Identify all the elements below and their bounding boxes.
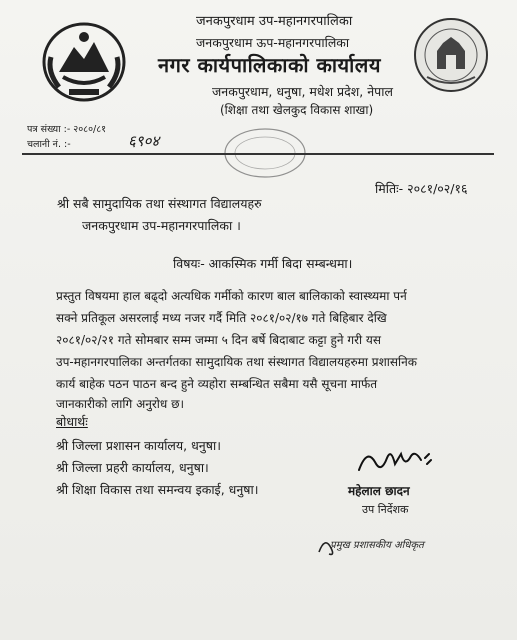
handwritten-signature: [355, 440, 435, 480]
nepal-emblem-logo: [39, 17, 129, 107]
body-line: उप-महानगरपालिका अन्तर्गतका सामुदायिक तथा संस्थागत विद्यालयहरुमा प्रशासनिक: [56, 355, 417, 369]
signatory-name: महेलाल छादन: [348, 484, 410, 498]
branch-name: (शिक्षा तथा खेलकुद विकास शाखा): [220, 103, 374, 117]
municipality-seal-logo: [413, 17, 489, 93]
cc-heading: बोधार्थः: [56, 414, 88, 429]
signatory-title: उप निर्देशक: [362, 503, 409, 516]
body-line: कार्य बाहेक पठन पाठन बन्द हुने व्यहोरा सम्बन्धित सबैमा यसै सूचना मार्फत: [56, 377, 378, 391]
letter-subject: विषयः- आकस्मिक गर्मी बिदा सम्बन्धमा।: [173, 256, 353, 271]
office-address: जनकपुरधाम, धनुषा, मधेश प्रदेश, नेपाल: [212, 84, 393, 99]
body-line: प्रस्तुत विषयमा हाल बढ्दो अत्यधिक गर्मीको कारण बाल बालिकाको स्वास्थ्यमा पर्न: [56, 289, 407, 303]
letter-date: मितिः- २०८१/०२/१६: [375, 181, 468, 196]
addressee-line-1: श्री सबै सामुदायिक तथा संस्थागत विद्यालयहरु: [57, 196, 262, 211]
municipality-name-alt: जनकपुरधाम ऊप-महानगरपालिका: [196, 35, 350, 50]
municipality-name: जनकपुरधाम उप-महानगरपालिका: [196, 14, 353, 29]
cc-recipient: श्री शिक्षा विकास तथा समन्वय इकाई, धनुषा।: [56, 482, 259, 497]
cc-recipient: श्री जिल्ला प्रशासन कार्यालय, धनुषा।: [56, 438, 221, 453]
addressee-line-2: जनकपुरधाम उप-महानगरपालिका ।: [82, 218, 241, 233]
office-title: नगर कार्यपालिकाको कार्यालय: [158, 53, 381, 77]
dispatch-number-handwritten: ६९०४: [128, 132, 160, 150]
dispatch-number-label: चलानी नं. :-: [27, 139, 71, 150]
body-line: सक्ने प्रतिकूल असरलाई मध्य नजर गर्दै मिति २०८१/०२/१७ गते बिहिबार देखि: [56, 311, 387, 325]
body-line: २०८१/०२/२१ गते सोमबार सम्म जम्मा ५ दिन बर्षे बिदाबाट कट्टा हुने गरी यस: [56, 333, 381, 347]
body-line: जानकारीको लागि अनुरोध छ।: [56, 397, 185, 411]
cc-recipient: श्री जिल्ला प्रहरी कार्यालय, धनुषा।: [56, 460, 209, 475]
chief-officer-seal: प्रमुख प्रशासकीय अधिकृत: [330, 540, 424, 551]
header-divider: [22, 153, 494, 155]
letter-number: पत्र संख्या :- २०८०/८१: [27, 124, 107, 135]
